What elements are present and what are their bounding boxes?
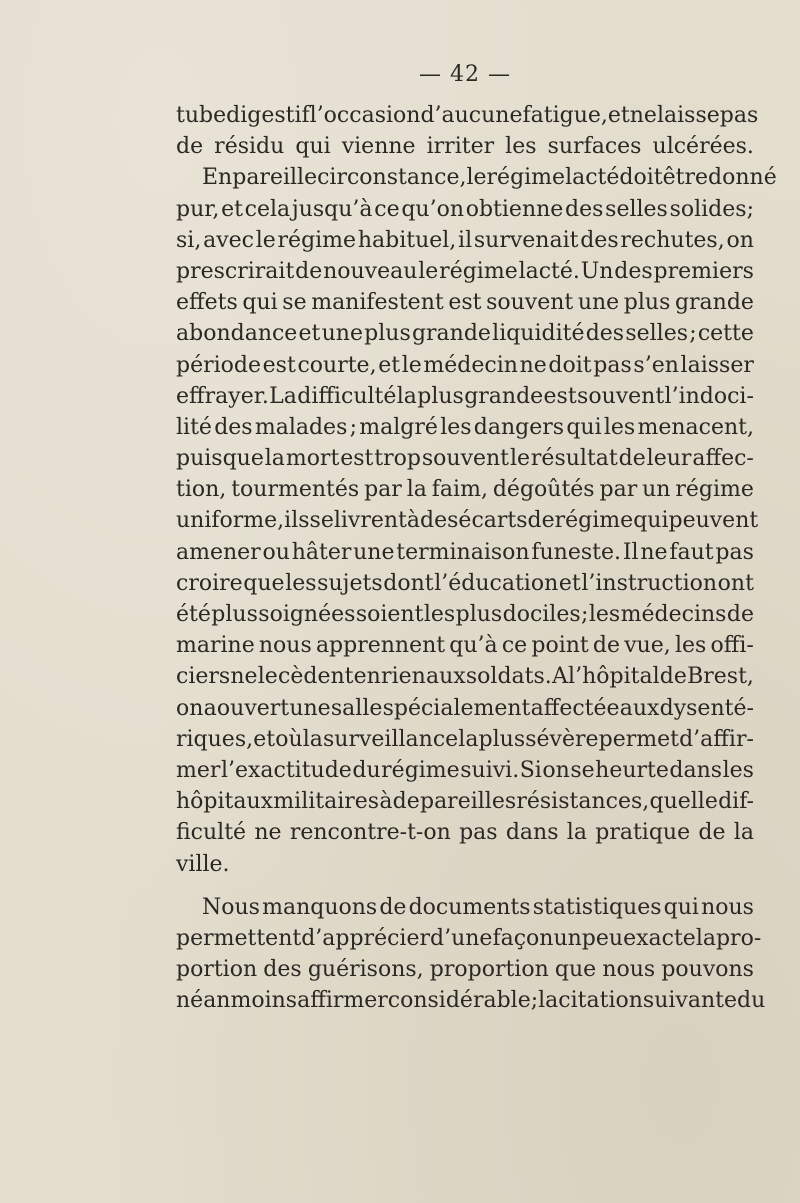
text-line: permettent d’apprécier d’une façon un peu exacte la pro- bbox=[176, 925, 762, 951]
text-line: période est courte, et le médecin ne doit pas s’en laisser bbox=[176, 352, 754, 378]
text-line: hôpitaux militaires à de pareilles résistances, quelle dif- bbox=[176, 789, 754, 815]
text-line: En pareille circonstance, le régime lacté doit être donné bbox=[202, 165, 777, 191]
text-line: prescrirait de nouveau le régime lacté. Un des premiers bbox=[176, 258, 754, 284]
text-line: amener ou hâter une terminaison funeste. Il ne faut pas bbox=[176, 539, 754, 565]
text-line: Nous manquons de documents statistiques qui nous bbox=[202, 894, 754, 920]
text-line: abondance et une plus grande liquidité des selles ; cette bbox=[176, 321, 754, 347]
text-line: uniforme, ils se livrent à des écarts de régime qui peuvent bbox=[176, 508, 759, 534]
text-line: riques, et où la surveillance la plus sévère permet d’affir- bbox=[176, 726, 754, 752]
text-line: effets qui se manifestent est souvent une plus grande bbox=[176, 290, 754, 316]
text-line: on a ouvert une salle spécialement affectée aux dysenté- bbox=[176, 695, 754, 721]
text-line: néanmoins affirmer considérable ; la citation suivante du bbox=[176, 988, 766, 1014]
text-line: ficulté ne rencontre-t-on pas dans la pratique de la bbox=[176, 820, 754, 846]
text-line: portion des guérisons, proportion que nous pouvons bbox=[176, 957, 754, 983]
text-line: de résidu qui vienne irriter les surfaces ulcérées. bbox=[176, 134, 754, 160]
paragraph-gap bbox=[176, 880, 754, 892]
page-number: — 42 — bbox=[419, 62, 511, 87]
text-line: mer l’exactitude du régime suivi. Si on se heurte dans les bbox=[176, 757, 754, 783]
paragraph bbox=[176, 100, 759, 162]
paragraph bbox=[176, 892, 766, 1017]
text-line: pur, et cela jusqu’à ce qu’on obtienne des selles solides; bbox=[176, 196, 754, 222]
text-line: marine nous apprennent qu’à ce point de vue, les offi- bbox=[176, 633, 754, 659]
text-line: lité des malades ; malgré les dangers qui les menacent, bbox=[176, 414, 754, 440]
text-line: ciers ne le cèdent en rien aux soldats. A l’hôpital de Brest, bbox=[176, 664, 754, 690]
text-line: tube digestif l’occasion d’aucune fatigue, et ne laisse pas bbox=[176, 103, 759, 128]
body-text bbox=[176, 100, 777, 1016]
text-line: si, avec le régime habituel, il survenait des rechutes, on bbox=[176, 227, 754, 253]
text-line: ville. bbox=[176, 851, 230, 877]
paragraph bbox=[176, 162, 777, 879]
text-line: été plus soignées soient les plus dociles ; les médecins de bbox=[176, 602, 754, 627]
text-line: tion, tourmentés par la faim, dégoûtés par un régime bbox=[176, 477, 754, 503]
text-line: puisque la mort est trop souvent le résultat de leur affec- bbox=[176, 446, 754, 472]
text-line: croire que les sujets dont l’éducation et l’instruction ont bbox=[176, 570, 754, 596]
text-line: effrayer. La difficulté la plus grande est souvent l’indoci- bbox=[176, 383, 754, 409]
